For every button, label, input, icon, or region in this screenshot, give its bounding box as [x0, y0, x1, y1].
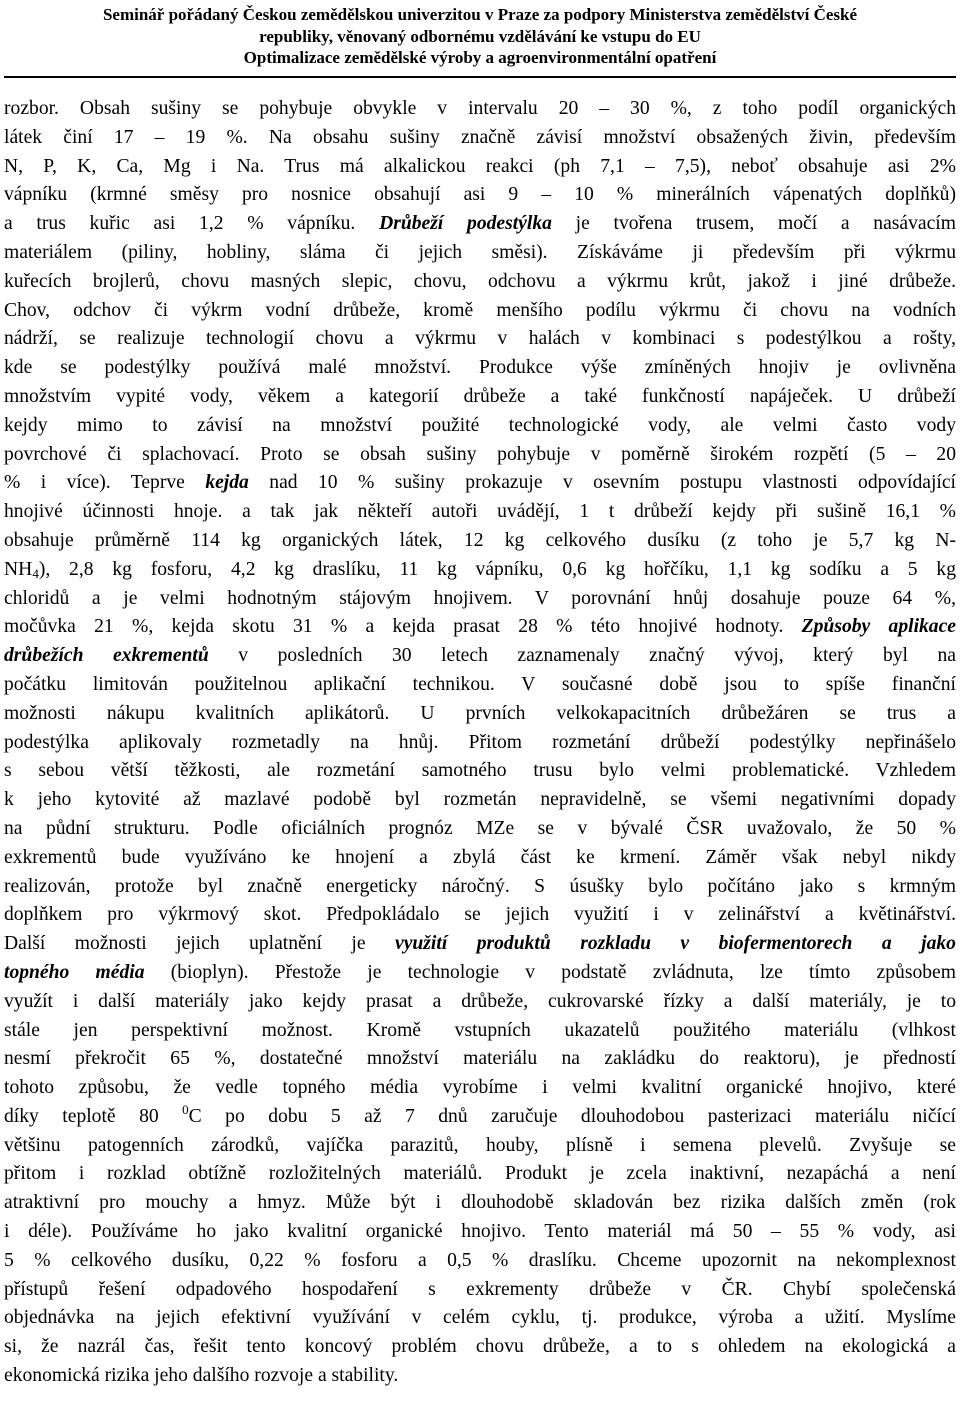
emphasis-fuel-medium: topného média [4, 961, 145, 983]
text-line: kejdy mimo to závisí na množství použité technologické vody, ale velmi často vody [4, 414, 956, 436]
text-line [4, 642, 956, 671]
text-line: kuřecích brojlerů, chovu masných slepic, chovu, odchovu a výkrmu krůt, jakož i jiné drůbeže. [4, 270, 956, 292]
text-line: možnosti nákupu kvalitních aplikátorů. U prvních velkokapacitních drůbežáren se trus a [4, 702, 956, 724]
text-line [4, 930, 956, 959]
text-line: látek činí 17 – 19 %. Na obsahu sušiny značně závisí množství obsažených živin, především [4, 126, 956, 148]
text-line: objednávka na jejich efektivní využívání v celém cyklu, tj. produkce, výroba a užití. Myslíme [4, 1307, 956, 1329]
header-line-1: Seminář pořádaný Českou zemědělskou univerzitou v Praze za podpory Ministerstva zemědělství České [102, 5, 858, 24]
text-line: realizován, protože byl značně energeticky náročný. S úsušky bylo počítáno jako s krmným [4, 875, 956, 897]
text-line: obsahuje průměrně 114 kg organických látek, 12 kg celkového dusíku (z toho je 5,7 kg N- [4, 529, 956, 551]
page-header [0, 4, 960, 69]
text-run: v posledních 30 letech zaznamenaly značný vývoj, který byl na [208, 645, 956, 667]
text-run: močůvka 21 %, kejda skotu 31 % a kejda prasat 28 % této hnojivé hodnoty. [4, 616, 802, 638]
text-line: tohoto způsobu, že vedle topného média vyrobíme i velmi kvalitní organické hnojivo, které [4, 1077, 956, 1099]
text-line: rozbor. Obsah sušiny se pohybuje obvykle v intervalu 20 – 30 %, z toho podíl organických [4, 98, 956, 119]
text-line: 5 % celkového dusíku, 0,22 % fosforu a 0,5 % draslíku. Chceme upozornit na nekomplexnost [4, 1249, 956, 1271]
text-line [4, 1103, 956, 1132]
text-line [4, 469, 956, 498]
emphasis-poultry-excrement: drůbežích exkrementů [4, 645, 209, 667]
text-run: díky teplotě 80 [4, 1105, 183, 1127]
emphasis-slurry: kejda [205, 472, 249, 494]
text-line [4, 556, 956, 585]
text-line: N, P, K, Ca, Mg i Na. Trus má alkalickou reakci (ph 7,1 – 7,5), neboť obsahuje asi 2% [4, 155, 956, 177]
text-line: chloridů a je velmi hodnotným stájovým hnojivem. V porovnání hnůj dosahuje pouze 64 %, [4, 587, 956, 609]
text-run: (bioplyn). Přestože je technologie v podstatě zvládnuta, lze tímto způsobem [144, 961, 956, 983]
text-run: NH [4, 558, 33, 580]
text-line: k jeho kytovité až mazlavé podobě byl rozmetán nepravidelně, se všemi negativními dopady [4, 789, 956, 811]
emphasis-biofermentation: využití produktů rozkladu v biofermentorech a jako [395, 933, 956, 955]
text-line: povrchové či splachovací. Proto se obsah sušiny pohybuje v poměrně širokém rozpětí (5 – 20 [4, 443, 956, 465]
text-line: nesmí překročit 65 %, dostatečné množství materiálu na zakládku do reaktoru), je předností [4, 1048, 956, 1070]
text-line [4, 613, 956, 642]
body-text [4, 95, 956, 1391]
text-line: vápníku (krmné směsy pro nosnice obsahují asi 9 – 10 % minerálních vápenatých doplňků) [4, 184, 956, 206]
text-line: využít i další materiály jako kejdy prasat a drůbeže, cukrovarské řízky a další materiály, je to [4, 990, 956, 1012]
text-line: počátku limitován použitelnou aplikační technikou. V současné době jsou to spíše finanční [4, 673, 956, 695]
text-line: doplňkem pro výkrmový skot. Předpokládalo se jejich využití i v zelinářství a květinářství. [4, 904, 956, 926]
header-rule [4, 76, 956, 78]
header-line-2: republiky, věnovaný odbornému vzdělávání ke vstupu do EU [259, 26, 701, 46]
text-line: s sebou větší těžkosti, ale rozmetání samotného trusu bylo velmi problematické. Vzhledem [4, 760, 956, 782]
text-line: i déle). Používáme ho jako kvalitní organické hnojivo. Tento materiál má 50 – 55 % vody, asi [4, 1221, 956, 1243]
text-line: množstvím vypité vody, věkem a kategorií drůbeže a také funkčností napáječek. U drůbeží [4, 385, 956, 407]
text-line: nádrží, se realizuje technologií chovu a výkrmu v halách v kombinaci s podestýlkou a rošty, [4, 328, 956, 350]
text-run: a trus kuřic asi 1,2 % vápníku. [4, 213, 380, 235]
header-line-3: Optimalizace zemědělské výroby a agroenvironmentální opatření [243, 48, 717, 67]
text-run: je tvořena trusem, močí a nasávacím [551, 213, 956, 235]
text-line: na půdní strukturu. Podle oficiálních prognóz MZe se v bývalé ČSR uvažovalo, že 50 % [4, 817, 956, 839]
text-line: podestýlka aplikovaly rozmetadly na hnůj. Přitom rozmetání drůbeží podestýlky nepřinášelo [4, 731, 956, 753]
text-run: ), 2,8 kg fosforu, 4,2 kg draslíku, 11 kg vápníku, 0,6 kg hořčíku, 1,1 kg sodíku a 5 kg [38, 558, 956, 580]
text-run: Další možnosti jejich uplatnění je [4, 933, 396, 955]
text-line: ekonomická rizika jeho dalšího rozvoje a stability. [4, 1365, 399, 1387]
text-line: stále jen perspektivní možnost. Kromě vstupních ukazatelů použitého materiálu (vlhkost [4, 1019, 956, 1041]
text-line: hnojivé účinnosti hnoje. a tak jak někteří autoři uvádějí, 1 t drůbeží kejdy při sušině 16,1 % [4, 501, 956, 523]
text-line: si, že nazrál čas, řešit tento koncový problém chovu drůbeže, a to s ohledem na ekologická a [4, 1336, 956, 1358]
text-line: atraktivní pro mouchy a hmyz. Může být i dlouhodobě skladován bez rizika dalších změn (rok [4, 1192, 956, 1214]
text-line: Chov, odchov či výkrm vodní drůbeže, kromě menšího podílu výkrmu či chovu na vodních [4, 299, 956, 321]
emphasis-application-methods: Způsoby aplikace [801, 616, 956, 638]
text-line: většinu patogenních zárodků, vajíčka parazitů, houby, plísně i semena plevelů. Zvyšuje se [4, 1134, 956, 1156]
emphasis-poultry-litter: Drůbeží podestýlka [379, 213, 552, 235]
text-line: přístupů řešení odpadového hospodaření s exkrementy drůbeže v ČR. Chybí společenská [4, 1278, 956, 1300]
text-line [4, 210, 956, 239]
text-run: nad 10 % sušiny prokazuje v osevním postupu vlastnosti odpovídající [248, 472, 956, 494]
text-run: % i více). Teprve [4, 472, 206, 494]
text-line: materiálem (piliny, hobliny, sláma či jejich směsi). Získáváme ji především při výkrmu [4, 241, 956, 263]
text-line: kde se podestýlky používá malé množství. Produkce výše zmíněných hnojiv je ovlivněna [4, 357, 956, 379]
text-line: exkrementů bude využíváno ke hnojení a zbylá část ke krmení. Záměr však nebyl nikdy [4, 846, 956, 868]
superscript: 0 [182, 1101, 189, 1117]
text-run: C po dobu 5 až 7 dnů zaručuje dlouhodobou pasterizaci materiálu ničící [188, 1105, 956, 1127]
text-line [4, 959, 956, 988]
text-line: přitom i rozklad obtížně rozložitelných materiálů. Produkt je zcela inaktivní, nezapáchá a není [4, 1163, 956, 1185]
subscript: 4 [32, 565, 39, 581]
